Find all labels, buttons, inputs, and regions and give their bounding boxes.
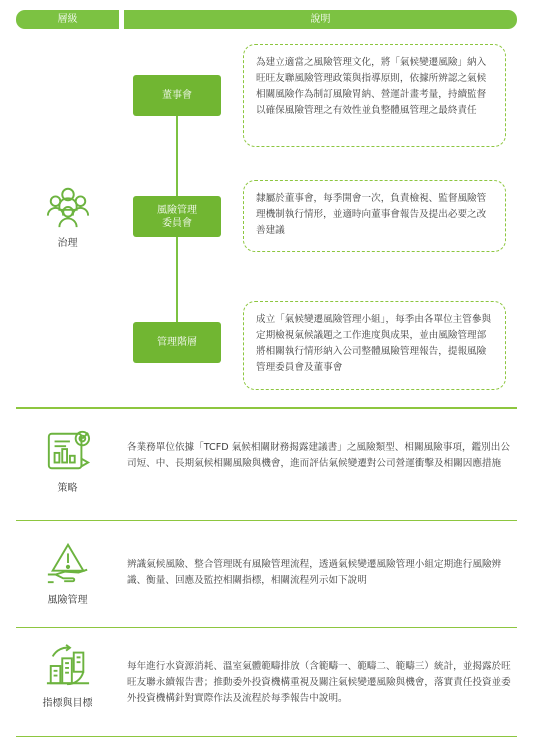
node-board-label: 董事會 — [162, 90, 192, 101]
governance-category — [16, 183, 119, 249]
divider — [16, 407, 517, 409]
governance-label: 治理 — [57, 238, 78, 249]
risk-management-label: 風險管理 — [47, 595, 88, 606]
board-description-box — [243, 44, 506, 147]
metrics-category — [16, 643, 119, 709]
board-description: 為建立適當之風險管理文化，將「氣候變遷風險」納入旺旺友聯風險管理政策與指導原則，依據所辨認之氣候相關風險作為制訂風險胃納、營運計畫考量，持續監督以確保風險管理之有效性並負整體風管理之最終責任 — [256, 57, 487, 116]
warning-hand-icon — [45, 540, 91, 586]
metrics-label: 指標與目標 — [42, 698, 93, 709]
divider — [16, 627, 517, 628]
strategy-category — [16, 428, 119, 494]
committee-description: 隸屬於董事會，每季開會一次，負責檢視、監督風險管理機制執行情形，並適時向董事會報告及提出必要之改善建議 — [256, 193, 487, 236]
risk-management-category — [16, 540, 119, 606]
node-board — [133, 75, 221, 116]
node-management — [133, 322, 221, 363]
management-description: 成立「氣候變遷風險管理小組」，每季由各單位主管參與定期檢視氣候議題之工作進度與成果，並由風險管理部將相關執行情形納入公司整體風險管理報告，提報風險管理委員會及董事會 — [256, 314, 492, 373]
management-description-box — [243, 301, 506, 390]
strategy-chart-icon — [45, 428, 91, 474]
metrics-description: 每年進行水資源消耗、溫室氣體範疇排放（含範疇一、範疇二、範疇三）統計，並揭露於旺旺友聯永續報告書；推動委外投資機構重視及關注氣候變遷風險與機會，落實責任投資並委外投資機構針對實際作法及流程於每季報告中說明。 — [127, 661, 511, 704]
node-risk-committee-label: 風險管理 委員會 — [157, 204, 197, 229]
node-risk-committee — [133, 196, 221, 237]
risk-management-description: 辨識氣候風險、整合管理既有風險管理流程，透過氣候變遷風險管理小組定期進行風險辨識、衡量、回應及監控相關指標，相關流程列示如下說明 — [127, 559, 502, 586]
strategy-label: 策略 — [57, 483, 78, 494]
committee-description-box — [243, 180, 506, 252]
header-level: 層級 — [16, 10, 119, 29]
strategy-description: 各業務單位依據「TCFD 氣候相關財務揭露建議書」之風險類型、相關風險事項，鑑別出公司短、中、長期氣候相關風險與機會，進而評估氣候變遷對公司營運衝擊及相關因應措施 — [127, 442, 510, 469]
growth-city-icon — [45, 643, 91, 689]
people-group-icon — [45, 183, 91, 229]
divider — [16, 736, 517, 737]
node-management-label: 管理階層 — [157, 337, 197, 348]
divider — [16, 520, 517, 521]
header-description: 說明 — [124, 10, 517, 29]
